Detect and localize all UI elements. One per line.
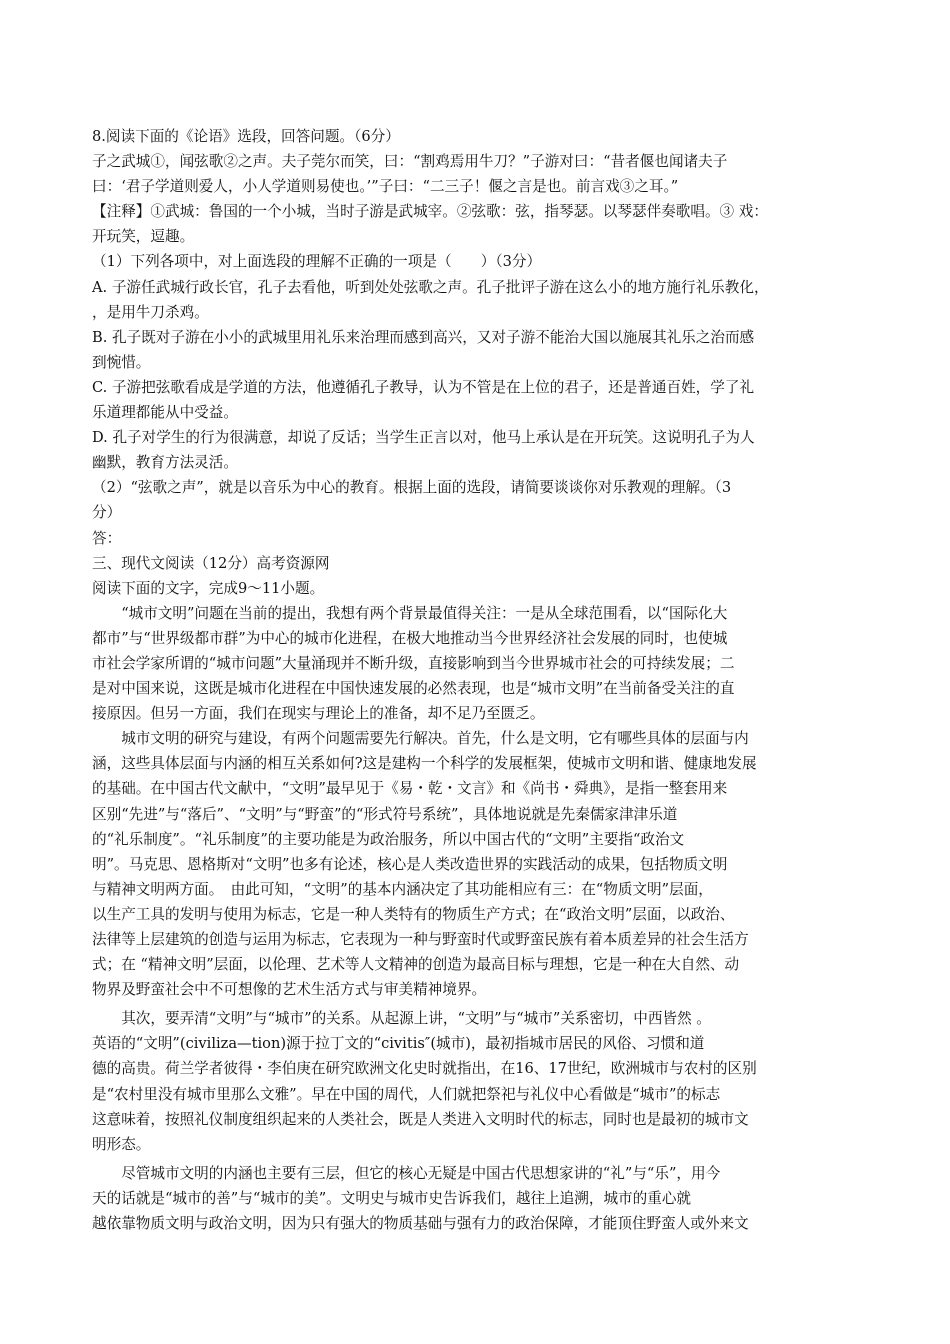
paragraph-line: 英语的“文明”(civiliza—tion)源于拉丁文的“civitis″(城市)，最初指城市居民的风俗、习惯和道: [92, 1035, 705, 1053]
paragraph-line: 是对中国来说，这既是城市化进程在中国快速发展的必然表现，也是“城市文明”在当前备受关注的直: [92, 680, 735, 698]
paragraph-line: 式；在 “精神文明”层面，以伦理、艺术等人文精神的创造为最高目标与理想，它是一种在大自然、动: [92, 956, 740, 974]
paragraph-line: 越依靠物质文明与政治文明，因为只有强大的物质基础与强有力的政治保障，才能顶住野蛮人或外来文: [92, 1215, 749, 1233]
question-8-heading: 8.阅读下面的《论语》选段，回答问题。（6分）: [92, 128, 400, 145]
section-3-instruction: 阅读下面的文字，完成9～11小题。: [92, 579, 325, 597]
sub-question-2-prompt: 分）: [92, 504, 122, 522]
paragraph-line: 是“农村里没有城市里那么文雅”。早在中国的周代，人们就把祭祀与礼仪中心看做是“城市”的标志: [92, 1085, 721, 1103]
paragraph-line: 德的高贵。荷兰学者彼得・李伯庚在研究欧洲文化史时就指出，在16、17世纪，欧洲城市与农村的区别: [92, 1060, 757, 1078]
paragraph-line: 区别“先进”与“落后”、“文明”与“野蛮”的“形式符号系统”，具体地说就是先秦儒家津津乐道: [92, 805, 678, 823]
passage-line: 子之武城①，闻弦歌②之声。夫子莞尔而笑，曰：“割鸡焉用牛刀？”子游对曰：“昔者偃也闻诸夫子: [92, 153, 728, 171]
paragraph-line: 的“礼乐制度”。“礼乐制度”的主要功能是为政治服务，所以中国古代的“文明”主要指“政治文: [92, 830, 685, 848]
option-line: 乐道理都能从中受益。: [92, 404, 238, 422]
paragraph-line: 明”。马克思、恩格斯对“文明”也多有论述，核心是人类改造世界的实践活动的成果，包括物质文明: [92, 855, 728, 873]
option-b: [92, 325, 862, 375]
passage-line: 曰：‘君子学道则爱人，小人学道则易使也。’”子曰：“二三子！偃之言是也。前言戏③之耳。”: [92, 178, 679, 196]
paragraph-line: 天的话就是“城市的善”与“城市的美”。文明史与城市史告诉我们，越往上追溯，城市的重心就: [92, 1189, 692, 1207]
sub-question-2-prompt: （2）“弦歌之声”，就是以音乐为中心的教育。根据上面的选段，请简要谈谈你对乐教观的理解。（3: [92, 479, 732, 497]
option-line: D. 孔子对学生的行为很满意，却说了反话；当学生正言以对，他马上承认是在开玩笑。这说明孔子为人: [92, 429, 755, 447]
sub-question-1-prompt: （1）下列各项中，对上面选段的理解不正确的一项是（ ）（3分）: [92, 253, 542, 271]
notes-line: 开玩笑，逗趣。: [92, 228, 195, 246]
paragraph-line: 市社会学家所谓的“城市问题”大量涌现并不断升级，直接影响到当今世界城市社会的可持续发展；二: [92, 654, 735, 672]
paragraph-line: 与精神文明两方面。 由此可知，“文明”的基本内涵决定了其功能相应有三：在“物质文明”层面，: [92, 880, 713, 898]
paragraph-line: 的基础。在中国古代文献中，“文明”最早见于《易・乾・文言》和《尚书・舜典》，是指一整套用来: [92, 780, 728, 798]
document-page: [92, 124, 862, 1236]
paragraph-line: 接原因。但另一方面，我们在现实与理论上的准备，却不足乃至匮乏。: [92, 705, 545, 723]
paragraph-4: [92, 1161, 862, 1236]
paragraph-2: [92, 726, 862, 1002]
paragraph-3: [92, 1006, 862, 1157]
option-d: [92, 425, 862, 475]
option-line: ，是用牛刀杀鸡。: [92, 303, 209, 321]
option-line: 幽默，教育方法灵活。: [92, 454, 238, 472]
paragraph-line: 其次，要弄清“文明”与“城市”的关系。从起源上讲，“文明”与“城市”关系密切，中西皆然 。: [92, 1010, 711, 1028]
option-line: B. 孔子既对子游在小小的武城里用礼乐来治理而感到高兴，又对子游不能治大国以施展其礼乐之治而感: [92, 328, 755, 346]
option-line: 到惋惜。: [92, 353, 151, 371]
section-3-heading: 三、现代文阅读（12分）高考资源网: [92, 554, 330, 572]
paragraph-line: 都市”与“世界级都市群”为中心的城市化进程，在极大地推动当今世界经济社会发展的同时，也使城: [92, 629, 728, 647]
paragraph-line: 物界及野蛮社会中不可想像的艺术生活方式与审美精神境界。: [92, 981, 487, 999]
paragraph-line: 尽管城市文明的内涵也主要有三层，但它的核心无疑是中国古代思想家讲的“礼”与“乐”，用今: [92, 1164, 721, 1182]
paragraph-line: 城市文明的研究与建设，有两个问题需要先行解决。首先，什么是文明，它有哪些具体的层面与内: [92, 730, 749, 748]
paragraph-line: 涵，这些具体层面与内涵的相互关系如何?这是建构一个科学的发展框架，使城市文明和谐、健康地发展: [92, 755, 757, 773]
paragraph-line: “城市文明”问题在当前的提出，我想有两个背景最值得关注：一是从全球范围看，以“国际化大: [92, 604, 728, 622]
paragraph-line: 这意味着，按照礼仪制度组织起来的人类社会，既是人类进入文明时代的标志，同时也是最初的城市文: [92, 1110, 749, 1128]
paragraph-line: 法律等上层建筑的创造与运用为标志，它表现为一种与野蛮时代或野蛮民族有着本质差异的社会生活方: [92, 931, 749, 948]
option-line: C. 子游把弦歌看成是学道的方法，他遵循孔子教导，认为不管是在上位的君子，还是普通百姓，学了礼: [92, 378, 755, 396]
notes-line: 【注释】①武城：鲁国的一个小城，当时子游是武城宰。②弦歌：弦，指琴瑟。以琴瑟伴奏歌唱。③ 戏：: [92, 203, 768, 221]
option-c: [92, 375, 862, 425]
paragraph-line: 明形态。: [92, 1135, 151, 1153]
option-a: [92, 275, 862, 325]
paragraph-1: [92, 601, 862, 726]
paragraph-line: 以生产工具的发明与使用为标志，它是一种人类特有的物质生产方式；在“政治文明”层面，以政治、: [92, 905, 735, 923]
option-line: A. 子游任武城行政长官，孔子去看他，听到处处弦歌之声。孔子批评子游在这么小的地方施行礼乐教化，: [92, 278, 769, 296]
answer-label: 答：: [92, 529, 122, 547]
